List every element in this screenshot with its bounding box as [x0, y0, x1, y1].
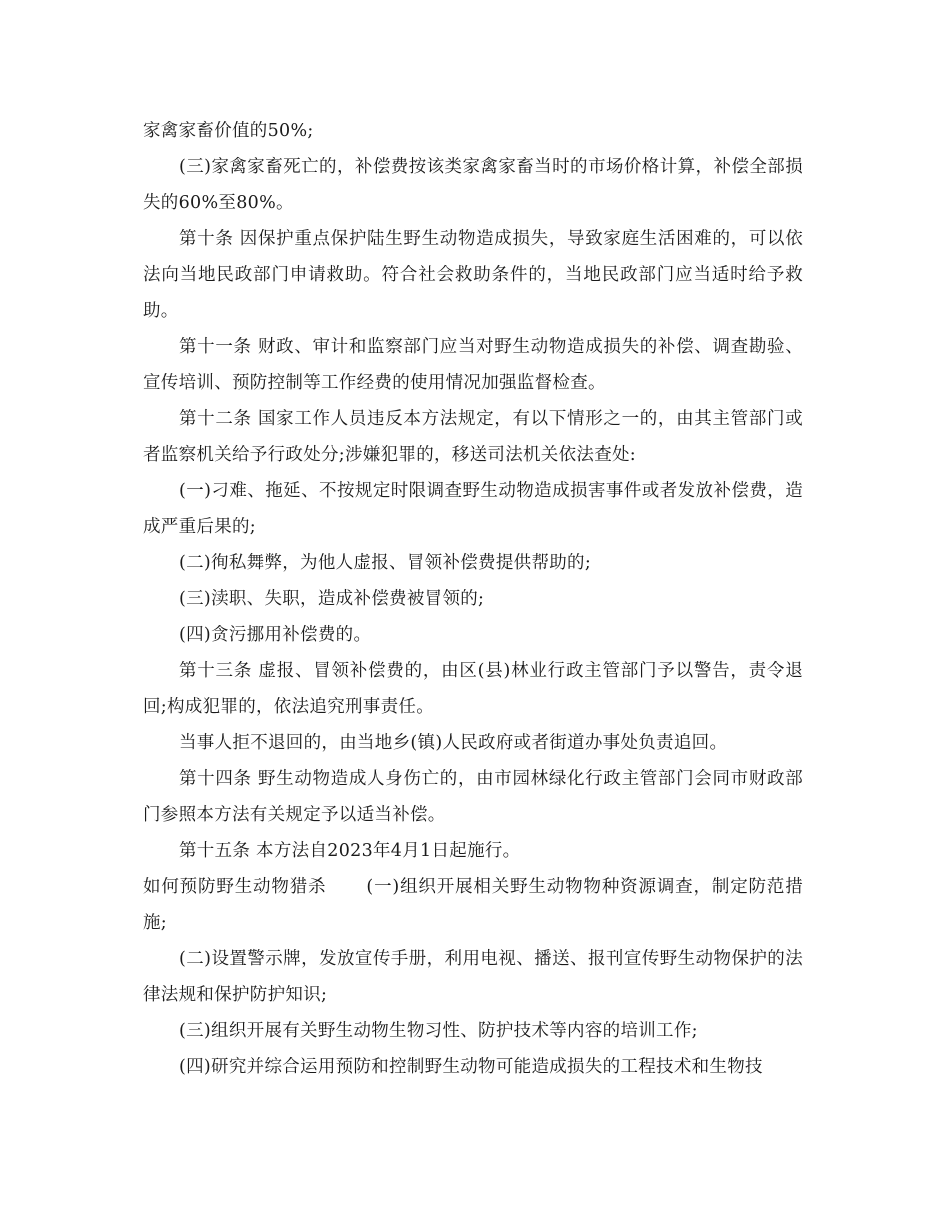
paragraph-article-12-item-2: (二)徇私舞弊，为他人虚报、冒领补偿费提供帮助的;: [179, 553, 592, 573]
paragraph-article-13-note: 当事人拒不退回的，由当地乡(镇)人民政府或者街道办事处负责追回。: [179, 733, 728, 753]
section-heading: 如何预防野生动物猎杀: [143, 877, 327, 897]
document-body: [143, 113, 803, 1085]
paragraph-article-14: 第十四条 野生动物造成人身伤亡的，由市园林绿化行政主管部门会同市财政部门参照本方法有关规定予以适当补偿。: [143, 769, 803, 825]
paragraph-2: (三)家禽家畜死亡的，补偿费按该类家禽家畜当时的市场价格计算，补偿全部损失的60%至80%。: [143, 157, 803, 213]
paragraph-article-15: 第十五条 本方法自2023年4月1日起施行。: [179, 841, 521, 861]
paragraph-article-12-item-4: (四)贪污挪用补偿费的。: [179, 625, 372, 645]
paragraph-1: 家禽家畜价值的50%;: [143, 121, 314, 141]
section-item-3: (三)组织开展有关野生动物生物习性、防护技术等内容的培训工作;: [179, 1021, 698, 1041]
paragraph-article-11: 第十一条 财政、审计和监察部门应当对野生动物造成损失的补偿、调查勘验、宣传培训、预防控制等工作经费的使用情况加强监督检查。: [143, 337, 803, 393]
section-prevention: [143, 869, 803, 941]
paragraph-article-12-item-1: (一)刁难、拖延、不按规定时限调查野生动物造成损害事件或者发放补偿费，造成严重后果的;: [143, 481, 803, 537]
section-item-4: (四)研究并综合运用预防和控制野生动物可能造成损失的工程技术和生物技: [179, 1057, 763, 1077]
paragraph-article-10: 第十条 因保护重点保护陆生野生动物造成损失，导致家庭生活困难的，可以依法向当地民政部门申请救助。符合社会救助条件的，当地民政部门应当适时给予救助。: [143, 229, 803, 321]
paragraph-article-13: 第十三条 虚报、冒领补偿费的，由区(县)林业行政主管部门予以警告，责令退回;构成犯罪的，依法追究刑事责任。: [143, 661, 803, 717]
section-item-2: (二)设置警示牌，发放宣传手册，利用电视、播送、报刊宣传野生动物保护的法律法规和保护防护知识;: [143, 949, 803, 1005]
section-item-1: (一)组织开展相关野生动物物种资源调查，制定防范措施;: [143, 877, 804, 933]
paragraph-article-12: 第十二条 国家工作人员违反本方法规定，有以下情形之一的，由其主管部门或者监察机关给予行政处分;涉嫌犯罪的，移送司法机关依法查处:: [143, 409, 803, 465]
paragraph-article-12-item-3: (三)渎职、失职，造成补偿费被冒领的;: [179, 589, 485, 609]
